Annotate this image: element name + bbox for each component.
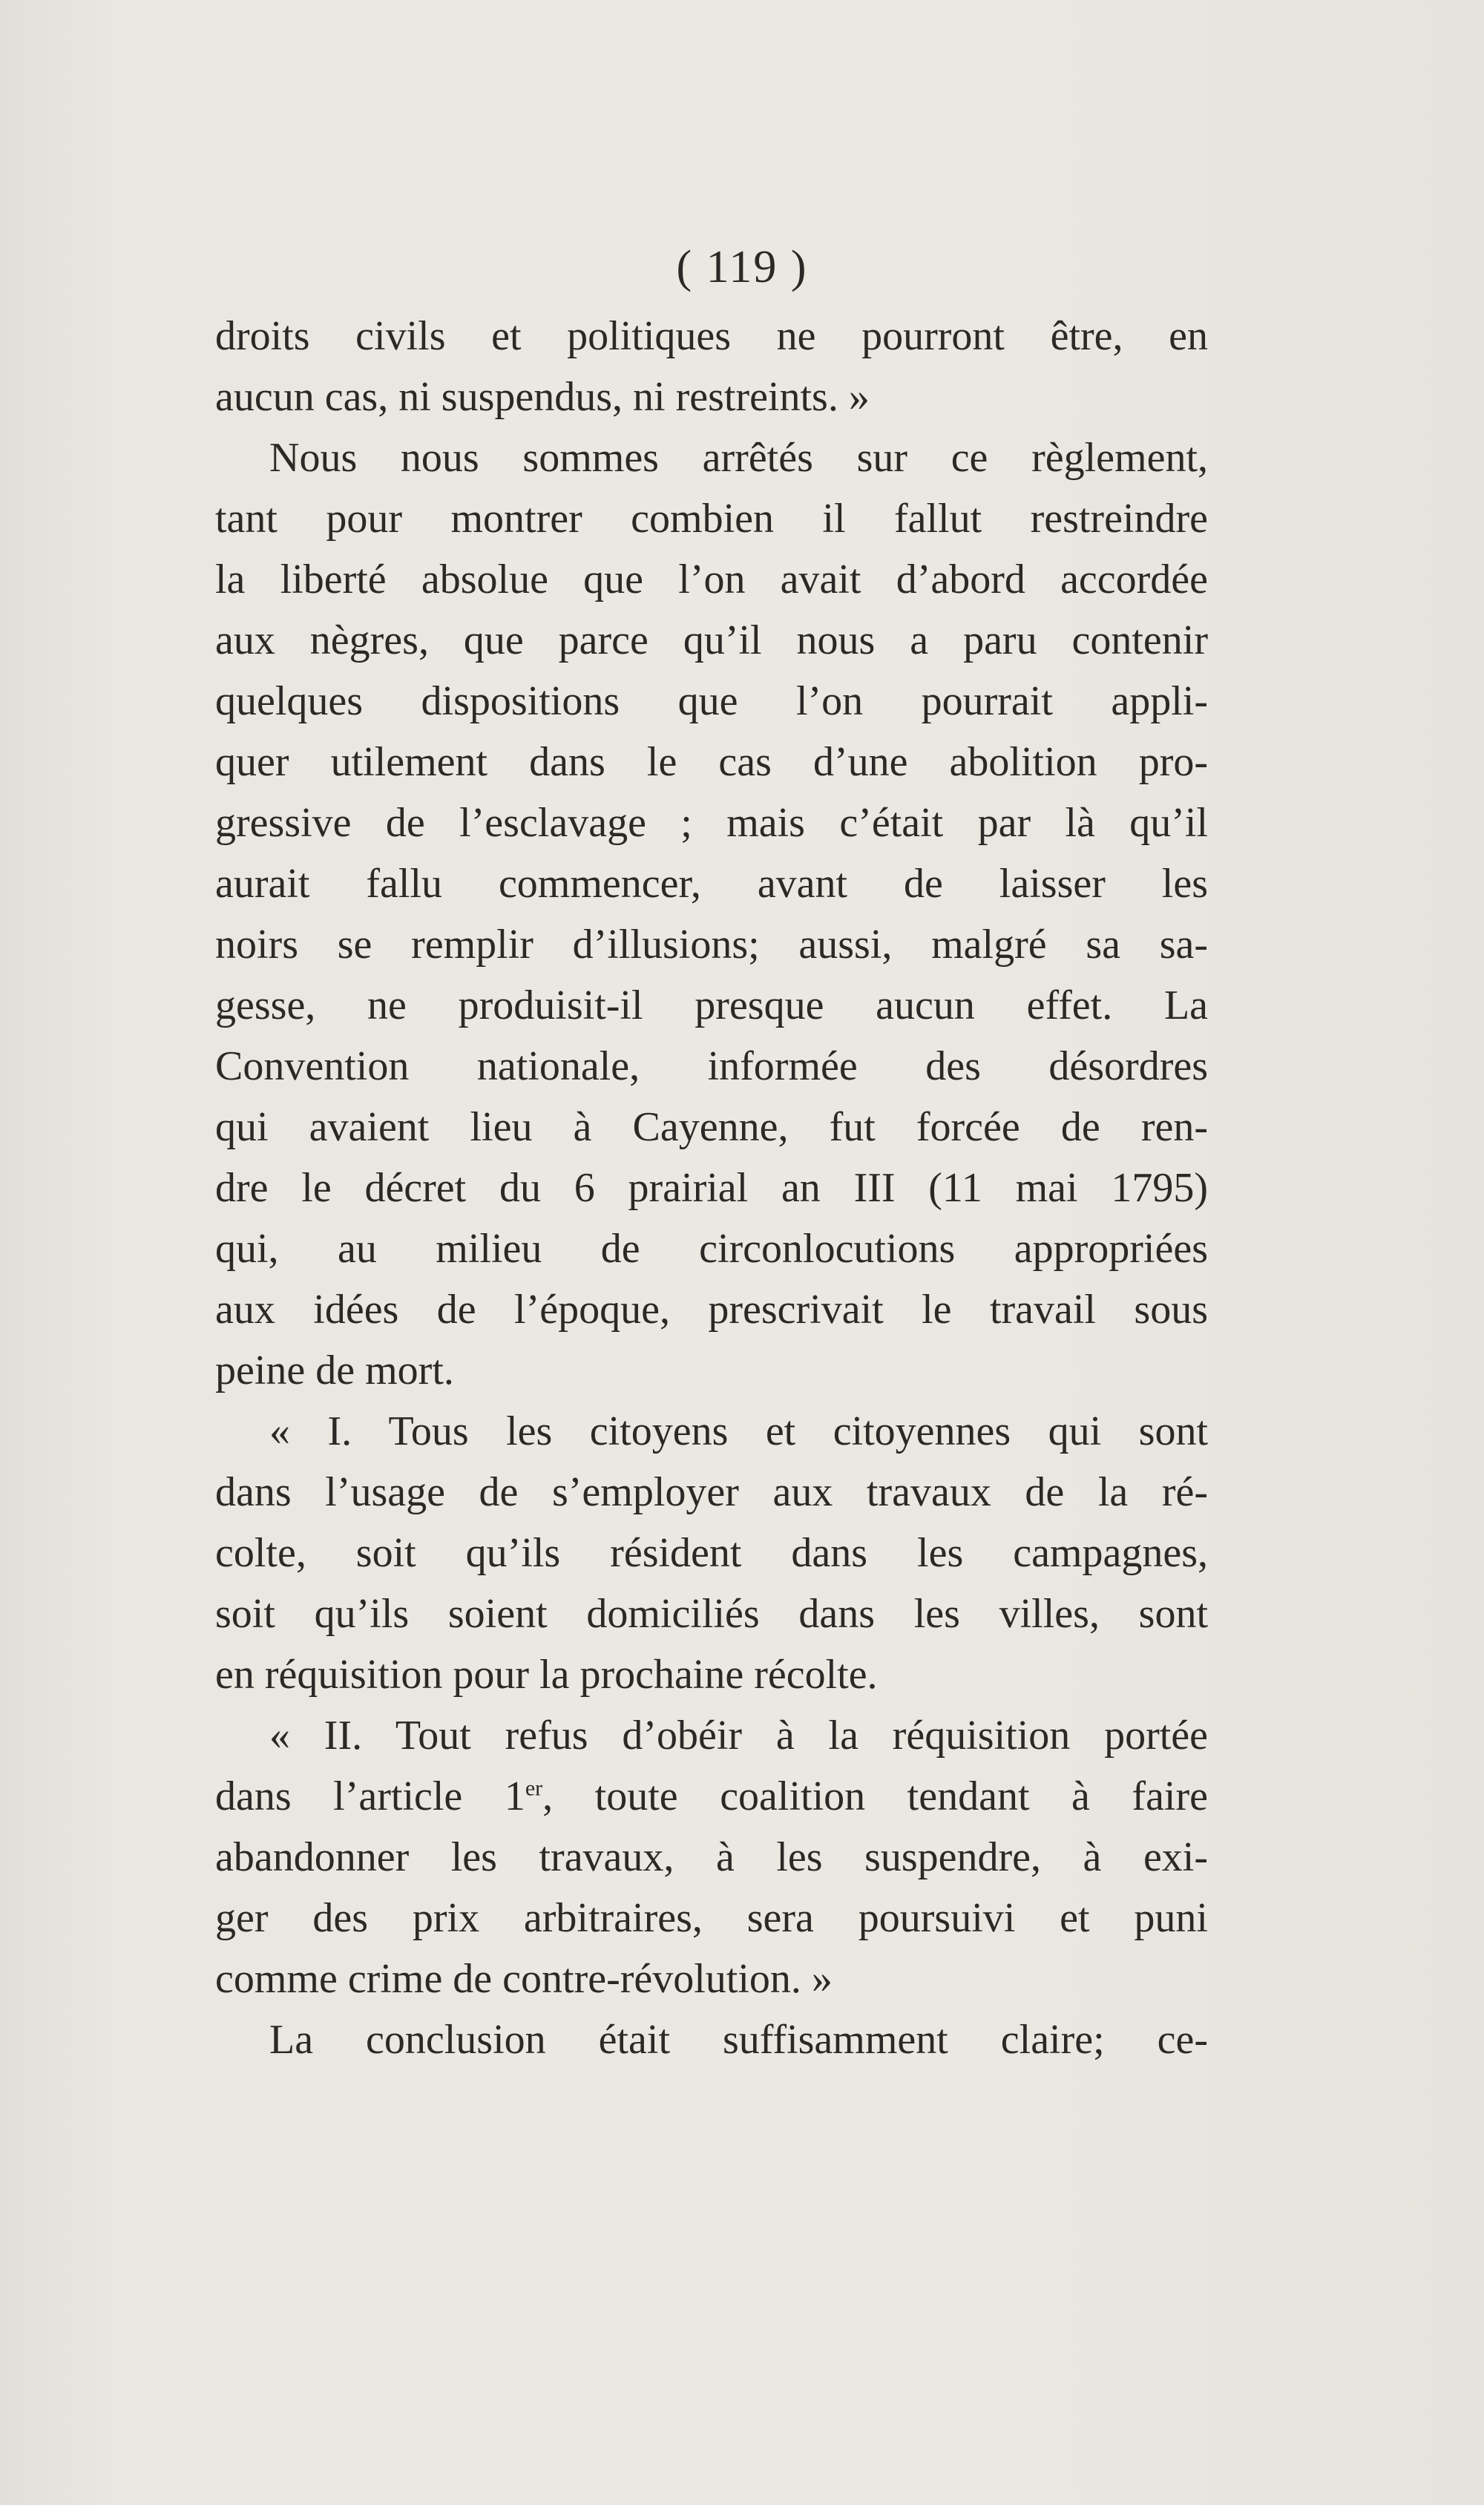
text-line: tant pour montrer combien il fallut restreindre (215, 496, 1208, 542)
superscript: er (525, 1776, 543, 1801)
text-line: aux idées de l’époque, prescrivait le travail sous (215, 1287, 1208, 1333)
text-line: la liberté absolue que l’on avait d’abord accordée (215, 557, 1208, 603)
text-line: Nous nous sommes arrêtés sur ce règlement, (269, 435, 1208, 481)
text-line: La conclusion était suffisamment claire; ce- (269, 2017, 1208, 2063)
text-line: dre le décret du 6 prairial an III (11 mai 1795) (215, 1165, 1208, 1211)
body-text (215, 306, 1208, 2070)
text-line: colte, soit qu’ils résident dans les campagnes, (215, 1530, 1208, 1576)
text-line: comme crime de contre-révolution. » (215, 1956, 833, 2002)
text-line: noirs se remplir d’illusions; aussi, malgré sa sa- (215, 922, 1208, 968)
text-line: aucun cas, ni suspendus, ni restreints. » (215, 374, 870, 420)
text-line: gesse, ne produisit-il presque aucun effet. La (215, 982, 1208, 1028)
text-line: abandonner les travaux, à les suspendre, à exi- (215, 1834, 1208, 1880)
text-line: « I. Tous les citoyens et citoyennes qui sont (269, 1408, 1208, 1454)
text-line: « II. Tout refus d’obéir à la réquisition portée (269, 1713, 1208, 1759)
text-line: gressive de l’esclavage ; mais c’était par là qu’il (215, 800, 1208, 846)
text-line: Convention nationale, informée des désordres (215, 1043, 1208, 1089)
text-line: ger des prix arbitraires, sera poursuivi et puni (215, 1895, 1208, 1941)
text-line: droits civils et politiques ne pourront être, en (215, 313, 1208, 359)
text-line: dans l’article 1er, toute coalition tendant à faire (215, 1773, 1208, 1819)
text-line: qui avaient lieu à Cayenne, fut forcée de ren- (215, 1104, 1208, 1150)
text-line: peine de mort. (215, 1347, 454, 1393)
text-line: soit qu’ils soient domiciliés dans les villes, sont (215, 1591, 1208, 1637)
page-number: ( 119 ) (676, 242, 808, 292)
text-line: en réquisition pour la prochaine récolte. (215, 1652, 878, 1698)
text-line: aurait fallu commencer, avant de laisser les (215, 861, 1208, 907)
text-line: dans l’usage de s’employer aux travaux de la ré- (215, 1469, 1208, 1515)
text-line: quer utilement dans le cas d’une abolition pro- (215, 739, 1208, 785)
text-line: qui, au milieu de circonlocutions appropriées (215, 1226, 1208, 1272)
text-line: quelques dispositions que l’on pourrait appli- (215, 678, 1208, 724)
text-line: aux nègres, que parce qu’il nous a paru contenir (215, 617, 1208, 663)
